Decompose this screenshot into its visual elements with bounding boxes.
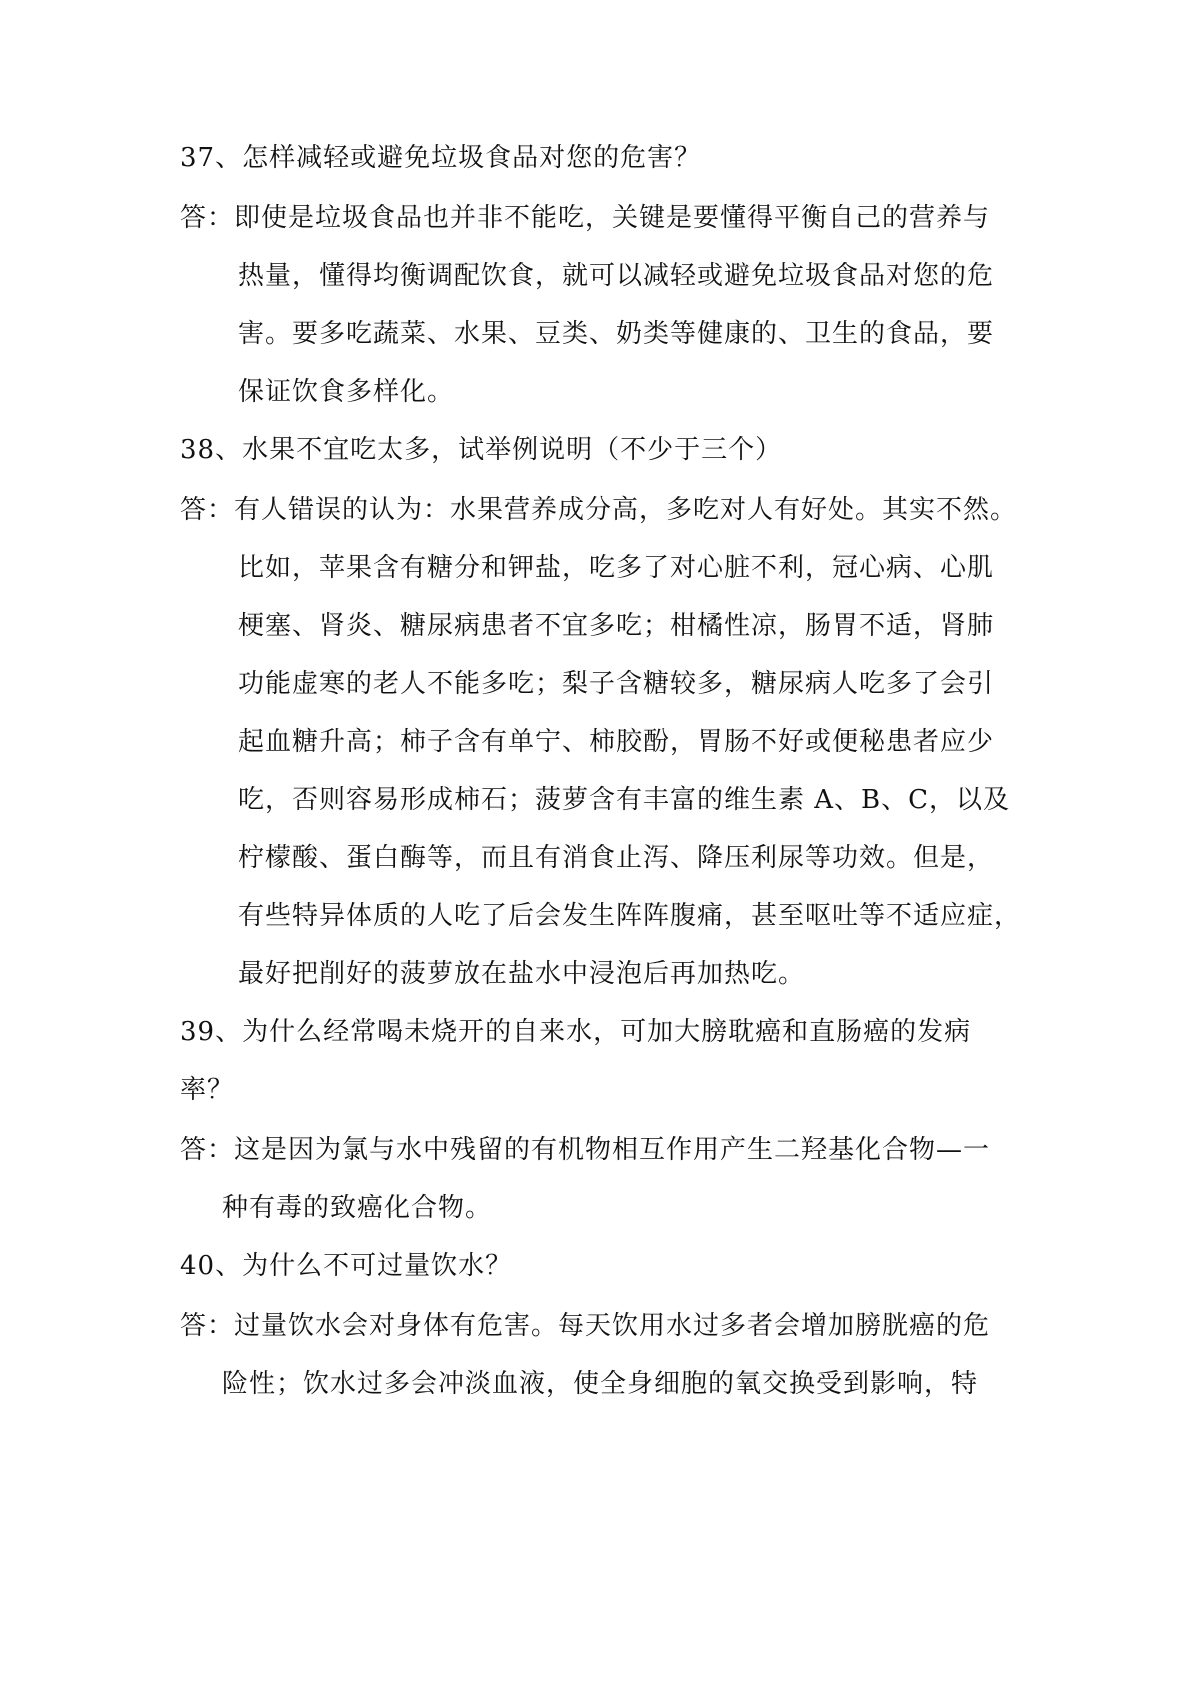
answer-38-line: 梗塞、肾炎、糖尿病患者不宜多吃；柑橘性凉，肠胃不适，肾肺	[238, 611, 995, 641]
answer-40-line: 险性；饮水过多会冲淡血液，使全身细胞的氧交换受到影响，特	[222, 1369, 979, 1399]
answer-38-line: 功能虚寒的老人不能多吃；梨子含糖较多，糖尿病人吃多了会引	[238, 669, 995, 699]
answer-38-line: 起血糖升高；柿子含有单宁、柿胶酚，胃肠不好或便秘患者应少	[238, 727, 995, 757]
question-39-cont: 率？	[180, 1075, 235, 1105]
question-37: 37、怎样减轻或避免垃圾食品对您的危害？	[180, 143, 702, 173]
answer-37-line: 害。要多吃蔬菜、水果、豆类、奶类等健康的、卫生的食品，要	[238, 319, 995, 349]
answer-38-line: 最好把削好的菠萝放在盐水中浸泡后再加热吃。	[238, 959, 806, 989]
question-39: 39、为什么经常喝未烧开的自来水，可加大膀耽癌和直肠癌的发病	[180, 1017, 972, 1047]
answer-38-line: 比如，苹果含有糖分和钾盐，吃多了对心脏不利，冠心病、心肌	[238, 553, 995, 583]
answer-39-line: 答：这是因为氯与水中残留的有机物相互作用产生二羟基化合物—一	[180, 1135, 991, 1165]
answer-39-line: 种有毒的致癌化合物。	[222, 1193, 493, 1223]
answer-37-line: 答：即使是垃圾食品也并非不能吃，关键是要懂得平衡自己的营养与	[180, 203, 991, 233]
answer-38-line: 答：有人错误的认为：水果营养成分高，多吃对人有好处。其实不然。	[180, 495, 1018, 525]
answer-38-line: 柠檬酸、蛋白酶等，而且有消食止泻、降压利尿等功效。但是，	[238, 843, 995, 873]
answer-38-line: 有些特异体质的人吃了后会发生阵阵腹痛，甚至呕吐等不适应症，	[238, 901, 1022, 931]
answer-37-line: 热量，懂得均衡调配饮食，就可以减轻或避免垃圾食品对您的危	[238, 261, 995, 291]
question-40: 40、为什么不可过量饮水？	[180, 1251, 513, 1281]
question-38: 38、水果不宜吃太多，试举例说明（不少于三个）	[180, 435, 783, 465]
answer-40-line: 答：过量饮水会对身体有危害。每天饮用水过多者会增加膀胱癌的危	[180, 1311, 991, 1341]
answer-37-line: 保证饮食多样化。	[238, 377, 455, 407]
answer-38-line: 吃，否则容易形成柿石；菠萝含有丰富的维生素 A、B、C，以及	[238, 785, 1011, 815]
